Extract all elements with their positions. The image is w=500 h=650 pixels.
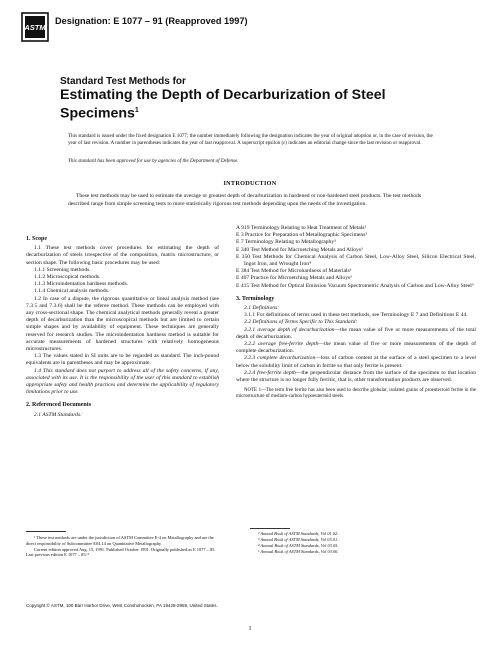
footnote-1: ¹ These test methods are under the jurisdiction of ASTM Committee E-4 on Metallography and are the direct responsibility of Subcommittee E04.14 on Quantitative Metallography.	[26, 535, 214, 546]
scope-item: 1.1.4 Chemical analysis methods.	[34, 288, 110, 295]
paragraph-1-2: 1.2 In case of a dispute, the rigorous quantitative or lineal analysis method (see 7.3.5 and 7.3.6) shall be the referee method. These methods can be employed with any cross-sectional shape. The chemical analytical methods generally reveal a greater depth of decarburization than the microscopical methods but are limited to certain simple shapes and by availability of equipment. These techniques are generally reserved for research studies. The microindentation hardness method is suitable for accurate measurements of hardened structures with relatively homogeneous microstructures.	[26, 295, 219, 353]
section-scope-heading: 1. Scope	[26, 236, 47, 242]
footnote-1b: Current edition approved Aug. 15, 1991. Published October 1991. Originally published as E 1077 – 85. Last previous edition E 1077 – 85.ᵉ¹	[26, 546, 216, 558]
paragraph-3-1: 3.1 Definitions:	[244, 305, 280, 312]
scope-item: 1.1.1 Screening methods.	[34, 266, 91, 273]
footnotes-left	[26, 535, 219, 558]
astm-logo	[21, 12, 49, 42]
footnote-3: ³ Annual Book of ASTM Standards, Vol 03.01.	[258, 537, 339, 542]
footnote-4: ⁴ Annual Book of ASTM Standards, Vol 03.05.	[258, 543, 339, 548]
paragraph-1-4: 1.4 This standard does not purport to address all of the safety concerns, if any, associated with its use. It is the responsibility of the user of this standard to establish appropriate safety and health practices and determine the applicability of regulatory limitations prior to use.	[26, 367, 219, 396]
reference-item: E 384 Test Method for Microhardness of Materials³	[236, 268, 352, 275]
note-1: NOTE 1—The term free ferrite has also been used to describe globular, isolated grains of proeutectoid ferrite in the microstructure of medium-carbon hypoeutectoid steels.	[236, 388, 476, 400]
introduction-heading: INTRODUCTION	[223, 180, 277, 187]
reference-item: A 919 Terminology Relating to Heat Treatment of Metals²	[236, 225, 367, 231]
footnote-5: ⁵ Annual Book of ASTM Standards, Vol 03.06.	[258, 549, 339, 554]
scope-item: 1.1.2 Microscopical methods.	[34, 274, 101, 281]
footnote-rule-right	[250, 528, 290, 529]
introduction-text: These test methods may be used to estimate the average or greatest depth of decarburization in hardened or non-hardened steel products. The test methods described range from simple screening tests to more statistically rigorous test methods depending upon the needs of the investigation.	[68, 193, 422, 207]
svg-text:ASTM: ASTM	[24, 23, 46, 32]
definition-3-2-2: 3.2.2 average free-ferrite depth—the mean value of five or more measurements of the depth of complete decarburization.	[236, 341, 476, 355]
left-column	[26, 232, 219, 419]
footnote-2: ² Annual Book of ASTM Standards, Vol 01.02.	[258, 531, 339, 536]
title-line-1: Standard Test Methods for	[60, 76, 186, 87]
dod-approval: This standard has been approved for use by agencies of the Department of Defense.	[68, 158, 239, 164]
page-number: 1	[248, 626, 252, 632]
issuance-notice: This standard is issued under the fixed designation E 1077; the number immediately following the designation indicates the year of original adoption or, in the case of revision, the year of last revision. A number in parentheses indicates the year of last reapproval. A superscript epsilon (ε) indicates an editorial change since the last revision or reapproval.	[68, 133, 433, 146]
reference-item: E 350 Test Methods for Chemical Analysis of Carbon Steel, Low-Alloy Steel, Silicon Electrical Steel, Ingot Iron, and Wrought Iron⁴	[236, 253, 476, 268]
definition-3-2-3: 3.2.3 complete decarburization—loss of carbon content at the surface of a steel specimen to a level below the solubility limit of carbon in ferrite so that only ferrite is present.	[236, 355, 476, 369]
reference-item: E 7 Terminology Relating to Metallography³	[236, 239, 336, 246]
paragraph-1-1: 1.1 These test methods cover procedures for estimating the depth of decarburization of steels irrespective of the composition, matrix microstructure, or section shape. The following basic procedures may be used:	[26, 245, 219, 266]
definition-3-2-4: 3.2.4 free-ferrite depth—the perpendicular distance from the surface of the specimen to that location where the structure is no longer fully ferritic, that is, other transformation products are observed.	[236, 369, 476, 384]
paragraph-3-2: 3.2 Definitions of Terms Specific to This Standard:	[244, 319, 358, 326]
document-title	[60, 76, 450, 122]
copyright: Copyright © ASTM, 100 Barr Harbor Drive, West Conshohocken, PA 19428-2959, United States.	[26, 603, 218, 608]
section-terminology-heading: 3. Terminology	[236, 295, 275, 302]
definition-3-2-1: 3.2.1 average depth of decarburization—the mean value of five or more measurements of the total depth of decarburization.	[236, 326, 476, 340]
scope-item: 1.1.3 Microindentation hardness methods.	[34, 281, 129, 288]
reference-item: E 415 Test Method for Optical Emission Vacuum Spectrometric Analysis of Carbon and Low-Alloy Steel⁵	[236, 282, 474, 289]
right-column	[236, 225, 476, 401]
title-line-2: Estimating the Depth of Decarburization of Steel	[60, 87, 386, 103]
section-referenced-documents-heading: 2. Referenced Documents	[26, 402, 92, 409]
designation: Designation: E 1077 – 91 (Reapproved 1997)	[55, 16, 248, 26]
reference-item: E 407 Practice for Microetching Metals and Alloys³	[236, 275, 352, 282]
paragraph-3-1-1: 3.1.1 For definitions of terms used in these test methods, see Terminology E 7 and Definitions E 44.	[244, 312, 468, 319]
title-line-3: Specimens$^1$	[60, 105, 139, 122]
reference-item: E 340 Test Method for Macroetching Metals and Alloys³	[236, 246, 363, 253]
reference-item: E 3 Practice for Preparation of Metallographic Specimens³	[236, 232, 368, 239]
paragraph-2-1: 2.1 ASTM Standards:	[34, 411, 83, 418]
footnotes-right	[250, 531, 476, 555]
paragraph-1-3: 1.3 The values stated in SI units are to be regarded as standard. The inch-pound equivalents are in parentheses and may be approximate.	[26, 353, 219, 367]
footnote-rule-left	[26, 531, 66, 532]
